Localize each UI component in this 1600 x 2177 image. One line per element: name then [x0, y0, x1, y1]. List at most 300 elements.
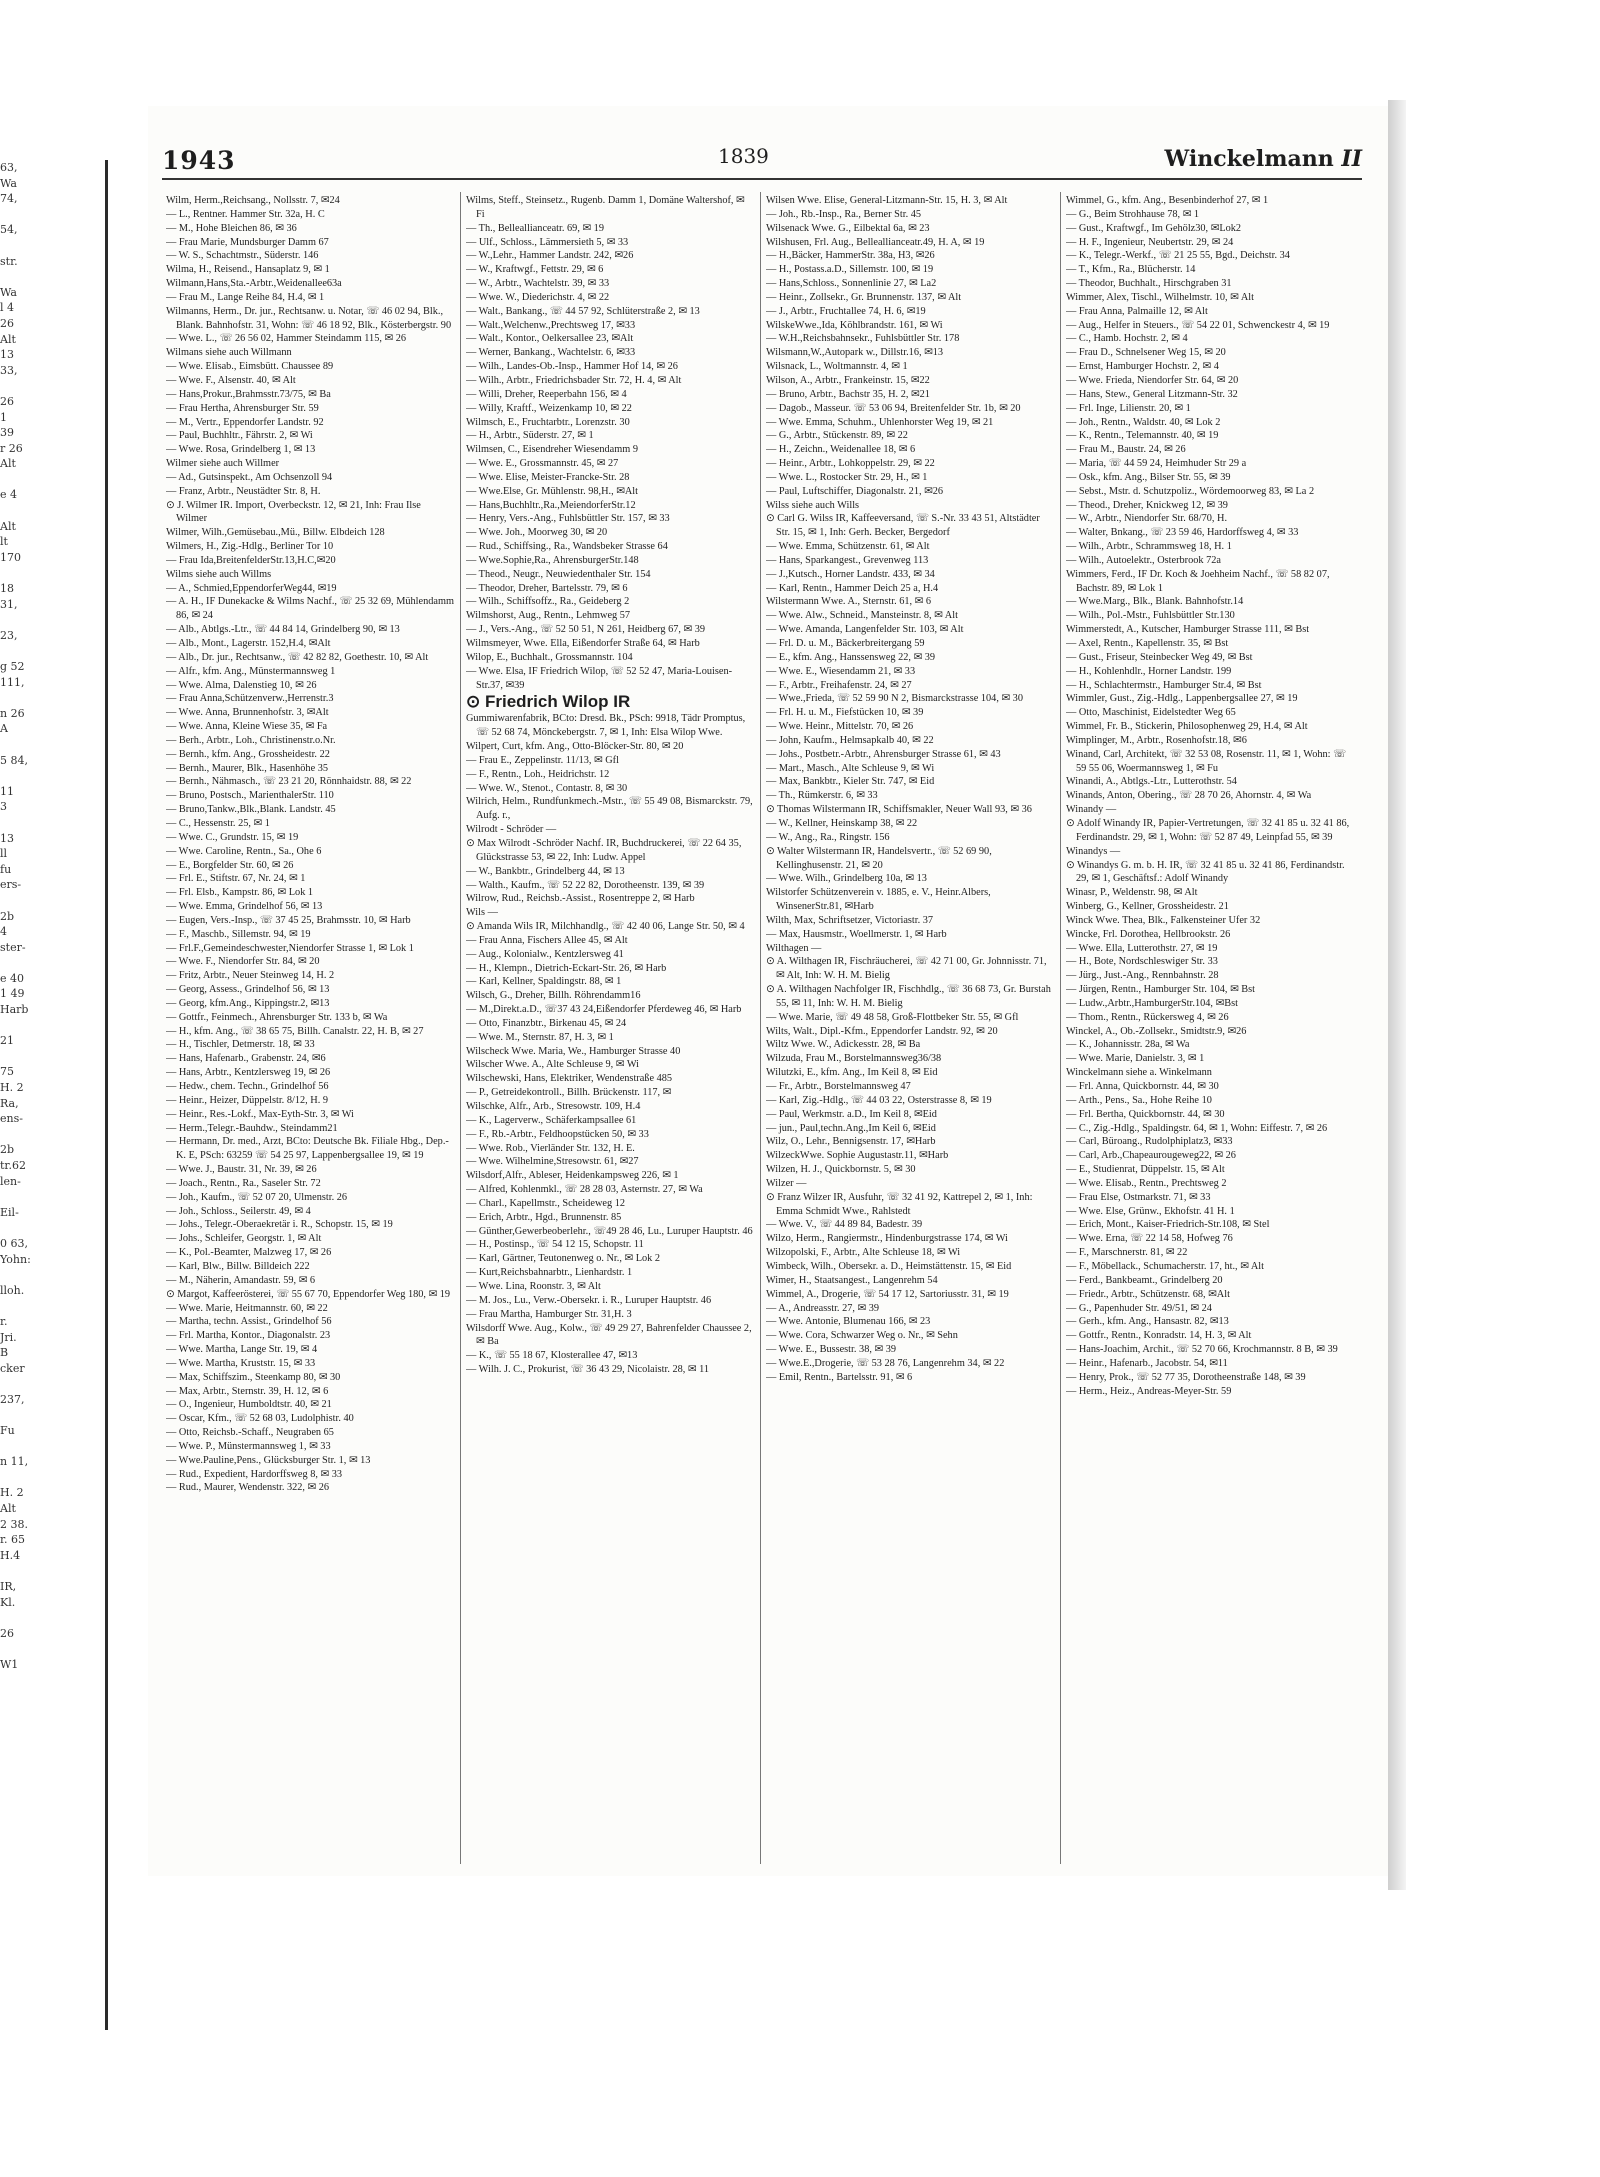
directory-entry: Wilmanns, Herm., Dr. jur., Rechtsanw. u. Notar, ☏ 46 02 94, Blk., Blank. Bahnhofstr. 31, Wohn: ☏ 46 18 92, Blk., Kösterbergstr. 90 [166, 305, 452, 331]
directory-entry: — Paul, Werkmstr. a.D., Im Keil 8, ✉Eid [766, 1108, 937, 1120]
directory-entry: — W.,Lehr., Hammer Landstr. 242, ✉26 [466, 250, 634, 262]
directory-entry: — A., Andreasstr. 27, ✉ 39 [766, 1302, 880, 1314]
previous-page-line [0, 690, 108, 706]
directory-entry: — Hans,Prokur.,Brahmsstr.73/75, ✉ Ba [166, 388, 331, 400]
directory-entry: — Osk., kfm. Ang., Bilser Str. 55, ✉ 39 [1066, 471, 1231, 483]
directory-entry: — Wwe. Cora, Schwarzer Weg o. Nr., ✉ Sehn [766, 1330, 958, 1342]
directory-entry: — Wwe. L., Rostocker Str. 29, H., ✉ 1 [766, 471, 928, 483]
directory-entry: — Frl. E., Stiftstr. 67, Nr. 24, ✉ 1 [166, 873, 306, 885]
directory-entry: — Wwe. Ella, Lutterothstr. 27, ✉ 19 [1066, 942, 1218, 954]
directory-entry: Wilmshorst, Aug., Rentn., Lehmweg 57 [466, 610, 631, 622]
previous-page-line [0, 1641, 108, 1657]
directory-entry: Winand, Carl, Architekt, ☏ 32 53 08, Rosenstr. 11, ✉ 1, Wohn: ☏ 59 55 06, Woermannsweg 1, ✉ Fu [1066, 748, 1346, 774]
previous-page-line: 2 38. [0, 1517, 28, 1531]
previous-page-line: Jri. [0, 1330, 17, 1344]
directory-entry: — Wilh., Arbtr., Schrammsweg 18, H. 1 [1066, 541, 1232, 553]
directory-entry: ⊙ A. Wilthagen Nachfolger IR, Fischhdlg., ☏ 36 68 73, Gr. Burstah 55, ✉ 11, Inh: W. H. M. Bielig [766, 984, 1051, 1009]
directory-entry: Wilutzki, E., kfm. Ang., Im Keil 8, ✉ Eid [766, 1067, 938, 1079]
directory-entry: — Joh., Rb.-Insp., Ra., Berner Str. 45 [766, 208, 922, 220]
directory-entry: — G., Papenhuder Str. 49/51, ✉ 24 [1066, 1302, 1212, 1314]
directory-entry: — Wwe. Alma, Dalenstieg 10, ✉ 26 [166, 679, 317, 691]
directory-entry: — W., Arbtr., Niendorfer Str. 68/70, H. [1066, 513, 1228, 525]
directory-entry: — Wwe. M., Sternstr. 87, H. 3, ✉ 1 [466, 1031, 614, 1043]
directory-entry: — Erich, Arbtr., Hgd., Brunnenstr. 85 [466, 1211, 622, 1223]
previous-page-line: Kl. [0, 1595, 16, 1609]
directory-entry: — Hans-Joachim, Archit., ☏ 52 70 66, Krochmannstr. 8 B, ✉ 39 [1066, 1344, 1338, 1356]
directory-entry: Wilsenack Wwe. G., Eilbektal 6a, ✉ 23 [766, 222, 930, 234]
directory-entry: — Wwe. Marie, Danielstr. 3, ✉ 1 [1066, 1053, 1205, 1065]
directory-entry: ⊙ Thomas Wilstermann IR, Schiffsmakler, Neuer Wall 93, ✉ 36 [766, 804, 1032, 816]
directory-entry: — Gottfr., Rentn., Konradstr. 14, H. 3, ✉ Alt [1066, 1330, 1252, 1342]
directory-entry: Wilmer, Wilh.,Gemüsebau.,Mü., Billw. Elbdeich 128 [166, 527, 385, 539]
directory-entry: — K., Pol.-Beamter, Malzweg 17, ✉ 26 [166, 1247, 332, 1259]
column-1 [166, 194, 454, 1864]
directory-entry: — F., Arbtr., Freihafenstr. 24, ✉ 27 [766, 679, 912, 691]
directory-entry: — Wwe. F., Alsenstr. 40, ✉ Alt [166, 374, 296, 386]
directory-entry: — W., Arbtr., Wachtelstr. 39, ✉ 33 [466, 278, 610, 290]
directory-entry: — Wwe. Antonie, Blumenau 166, ✉ 23 [766, 1316, 931, 1328]
directory-entry: Winands, Anton, Obering., ☏ 28 70 26, Ahornstr. 4, ✉ Wa [1066, 790, 1312, 802]
previous-page-line [0, 269, 108, 285]
directory-entry: Winckel, A., Ob.-Zollsekr., Smidtstr.9, ✉26 [1066, 1025, 1247, 1037]
directory-entry: — Fr., Arbtr., Borstelmannsweg 47 [766, 1081, 911, 1092]
previous-page-line: r. [0, 1314, 8, 1328]
directory-entry: Wilmsen, C., Eisendreher Wiesendamm 9 [466, 444, 638, 456]
directory-entry: — Wwe. Else, Grünw., Ekhofstr. 41 H. 1 [1066, 1205, 1235, 1217]
directory-entry: — H., Postinsp., ☏ 54 12 15, Schopstr. 11 [466, 1239, 644, 1251]
directory-entry: — Karl, Zig.-Hdlg., ☏ 44 03 22, Osterstrasse 8, ✉ 19 [766, 1094, 992, 1106]
directory-entry: — Jürg., Just.-Ang., Rennbahnstr. 28 [1066, 970, 1219, 982]
directory-entry: WilskeWwe.,Ida, Köhlbrandstr. 161, ✉ Wi [766, 319, 943, 331]
directory-entry: — Wwe. Elise, Meister-Francke-Str. 28 [466, 471, 630, 483]
page-header [162, 146, 1362, 182]
directory-entry: Winckelmann siehe a. Winkelmann [1066, 1067, 1212, 1079]
directory-entry: — W.H.,Reichsbahnsekr., Fuhlsbüttler Str. 178 [766, 333, 960, 345]
previous-page-line: lt [0, 535, 8, 549]
directory-entry: — Karl, Kellner, Spaldingstr. 88, ✉ 1 [466, 976, 622, 988]
directory-entry: Wilm, Herm.,Reichsang., Nollsstr. 7, ✉24 [166, 195, 340, 206]
directory-entry: — Wwe.Marg., Blk., Blank. Bahnhofstr.14 [1066, 596, 1244, 608]
directory-entry: — L., Rentner. Hammer Str. 32a, H. C [166, 208, 325, 220]
directory-entry: Wilth, Max, Schriftsetzer, Victoriastr. 37 [766, 914, 934, 926]
directory-entry: — Hans, Stew., General Litzmann-Str. 32 [1066, 388, 1238, 400]
directory-entry: — Bruno, Postsch., MarienthalerStr. 110 [166, 790, 334, 802]
directory-entry: — Thom., Rentn., Rückersweg 4, ✉ 26 [1066, 1011, 1229, 1023]
directory-entry: Gummiwarenfabrik, BCto: Dresd. Bk., PSch: 9918, Tädr Promptus, ☏ 52 68 74, Mönckebergstr. 7, ✉ 1, Inh: Elsa Wilop Wwe. [466, 713, 746, 739]
directory-entry: Winandi, A., Abtlgs.-Ltr., Lutterothstr. 54 [1066, 776, 1237, 788]
directory-entry: — M. Jos., Lu., Verw.-Obersekr. i. R., Luruper Hauptstr. 46 [466, 1294, 712, 1306]
directory-entry: — M., Näherin, Amandastr. 59, ✉ 6 [166, 1274, 316, 1286]
previous-page-line: l 4 [0, 301, 15, 315]
directory-entry: — M., Vertr., Eppendorfer Landstr. 92 [166, 416, 324, 428]
directory-entry: Wilshusen, Frl. Aug., Belleallianceatr.49, H. A, ✉ 19 [766, 236, 985, 248]
directory-entry: — H., Postass.a.D., Sillemstr. 100, ✉ 19 [766, 264, 934, 276]
directory-entry: — Joh., Kaufm., ☏ 52 07 20, Ulmenstr. 26 [166, 1191, 348, 1203]
directory-entry: — Frau Hertha, Ahrensburger Str. 59 [166, 402, 319, 414]
column-divider [1060, 192, 1061, 1864]
directory-entry: Wilrodt - Schröder — [466, 824, 557, 836]
previous-page-line [0, 1220, 108, 1236]
directory-entry: — Frl. Elsb., Kampstr. 86, ✉ Lok 1 [166, 887, 314, 899]
directory-entry: — Wilh. J. C., Prokurist, ☏ 36 43 29, Nicolaistr. 28, ✉ 11 [466, 1364, 710, 1376]
previous-page-line: tr.62 [0, 1159, 26, 1172]
directory-entry: — Otto, Finanzbtr., Birkenau 45, ✉ 24 [466, 1017, 627, 1029]
previous-page-line: ll [0, 847, 8, 861]
previous-page-line [0, 378, 108, 394]
directory-entry: — Johs., Postbetr.-Arbtr., Ahrensburger Strasse 61, ✉ 43 [766, 748, 1001, 760]
directory-entry: — Herm., Heiz., Andreas-Meyer-Str. 59 [1066, 1385, 1232, 1397]
directory-entry: — Frl. D. u. M., Bäckerbreitergang 59 [766, 638, 925, 649]
directory-entry: — Paul, Buchhltr., Fährstr. 2, ✉ Wi [166, 430, 313, 442]
previous-page-line: 1 49 [0, 987, 25, 1001]
directory-entry: ⊙ Walter Wilstermann IR, Handelsvertr., ☏ 52 69 90, Kellinghusenstr. 21, ✉ 20 [766, 845, 992, 871]
directory-entry: — Alb., Dr. jur., Rechtsanw., ☏ 42 82 82, Goethestr. 10, ✉ Alt [166, 651, 429, 663]
directory-entry: — Friedr., Arbtr., Schützenstr. 68, ✉Alt [1066, 1288, 1230, 1300]
directory-entry: — Alb., Mont., Lagerstr. 152,H.4, ✉Alt [166, 638, 331, 649]
directory-entry: — F., Rb.-Arbtr., Feldhoopstücken 50, ✉ 33 [466, 1128, 649, 1140]
directory-entry: — K., ☏ 55 18 67, Klosterallee 47, ✉13 [466, 1350, 638, 1362]
previous-page-line [0, 1127, 108, 1143]
directory-entry: — Wwe. Marie, Heitmannstr. 60, ✉ 22 [166, 1302, 328, 1314]
directory-entry: — Wwe.Sophie,Ra., AhrensburgerStr.148 [466, 554, 639, 566]
directory-entry: — E., Studienrat, Düppelstr. 15, ✉ Alt [1066, 1164, 1225, 1176]
directory-entry: — Max, Bankbtr., Kieler Str. 747, ✉ Eid [766, 776, 935, 788]
directory-entry: — Wwe. Marie, ☏ 49 48 58, Groß-Flottbeker Str. 55, ✉ Gfl [766, 1011, 1019, 1023]
directory-entry: — Wwe. Elisab., Rentn., Prechtsweg 2 [1066, 1177, 1227, 1189]
previous-page-line: r 26 [0, 441, 23, 455]
previous-page-line [0, 1470, 108, 1486]
directory-entry: — Walter, Bnkang., ☏ 23 59 46, Hardorffsweg 4, ✉ 33 [1066, 527, 1299, 539]
previous-page-line: 23, [0, 628, 18, 642]
directory-entry: Wilsdorff Wwe. Aug., Kolw., ☏ 49 29 27, Bahrenfelder Chaussee 2, ✉ Ba [466, 1322, 752, 1348]
directory-entry: ⊙ J. Wilmer IR. Import, Overbeckstr. 12, ✉ 21, Inh: Frau Ilse Wilmer [166, 499, 421, 525]
directory-entry: — Ulf., Schloss., Lämmersieth 5, ✉ 33 [466, 236, 629, 248]
directory-entry: Wilsmann,W.,Autopark w., Dillstr.16, ✉13 [766, 347, 944, 359]
page-gutter-edge [105, 160, 108, 2030]
directory-entry: — Rud., Maurer, Wendenstr. 322, ✉ 26 [166, 1482, 330, 1494]
directory-entry: — F., Maschb., Sillemstr. 94, ✉ 19 [166, 928, 311, 940]
directory-entry: — Sebst., Mstr. d. Schutzpoliz., Wördemoorweg 83, ✉ La 2 [1066, 485, 1315, 497]
directory-entry: — Maria, ☏ 44 59 24, Heimhuder Str 29 a [1066, 458, 1247, 470]
directory-entry: — Wwe. W., Diederichstr. 4, ✉ 22 [466, 291, 610, 303]
directory-entry: — A. H., IF Dunekacke & Wilms Nachf., ☏ 25 32 69, Mühlendamm 86, ✉ 24 [166, 596, 454, 622]
previous-page-line [0, 207, 108, 223]
previous-page-line [0, 768, 108, 784]
directory-entry: — Wwe. E., Grossmannstr. 45, ✉ 27 [466, 458, 619, 470]
previous-page-line [0, 955, 108, 971]
directory-entry: — Wwe. Elisab., Eimsbütt. Chaussee 89 [166, 361, 334, 373]
directory-entry: Wimbeck, Wilh., Obersekr. a. D., Heimstättenstr. 15, ✉ Eid [766, 1260, 1012, 1272]
directory-entry: Wincke, Frl. Dorothea, Hellbrookstr. 26 [1066, 928, 1231, 940]
directory-entry: — Frl. Anna, Quickbornstr. 44, ✉ 30 [1066, 1081, 1219, 1092]
directory-entry: — Theod., Neugr., Neuwiedenthaler Str. 154 [466, 568, 651, 580]
previous-page-line: ers- [0, 878, 22, 892]
directory-entry: — Mart., Masch., Alte Schleuse 9, ✉ Wi [766, 762, 935, 774]
directory-entry: — Heinr., Res.-Lokf., Max-Eyth-Str. 3, ✉ Wi [166, 1108, 354, 1120]
header-running-name: Winckelmann [1164, 146, 1334, 172]
previous-page-line: ens- [0, 1112, 23, 1126]
previous-page-line: n 26 [0, 706, 25, 720]
directory-entry: — Wilh., Arbtr., Friedrichsbader Str. 72, H. 4, ✉ Alt [466, 374, 682, 386]
directory-entry: — Heinr., Zollsekr., Gr. Brunnenstr. 137, ✉ Alt [766, 291, 962, 303]
directory-entry: — Wwe. Wilh., Grindelberg 10a, ✉ 13 [766, 873, 927, 885]
directory-entry: — Frau Else, Ostmarkstr. 71, ✉ 33 [1066, 1191, 1211, 1203]
directory-entry: Wils — [466, 907, 498, 919]
directory-entry: ⊙ Winandys G. m. b. H. IR, ☏ 32 41 85 u. 32 41 86, Ferdinandstr. 29, ✉ 1, Geschäftsf.: Adolf Winandy [1066, 859, 1345, 885]
header-running-title [1165, 146, 1362, 172]
previous-page-line: 26 [0, 394, 14, 408]
directory-entry: — Herm.,Telegr.-Bauhdw., Steindamm21 [166, 1122, 338, 1134]
directory-entry: — Wwe. Emma, Grindelhof 56, ✉ 13 [166, 901, 323, 913]
directory-entry: — H.,Bäcker, HammerStr. 38a, H3, ✉26 [766, 250, 935, 262]
directory-entry: — F., Rentn., Loh., Heidrichstr. 12 [466, 768, 610, 780]
directory-entry: Wilms siehe auch Willms [166, 568, 272, 580]
directory-entry: — Bernh., kfm. Ang., Grossheidestr. 22 [166, 748, 330, 760]
directory-entry: — Carl, Arb.,Chapeaurougeweg22, ✉ 26 [1066, 1150, 1236, 1162]
directory-entry: — Bruno, Arbtr., Bachstr 35, H. 2, ✉21 [766, 388, 930, 400]
directory-entry: — Alb., Abtlgs.-Ltr., ☏ 44 84 14, Grindelberg 90, ✉ 13 [166, 624, 400, 636]
directory-entry: — Wwe. Elsa, IF Friedrich Wilop, ☏ 52 52 47, Maria-Louisen-Str.37, ✉39 [466, 665, 733, 691]
previous-page-line [0, 893, 108, 909]
directory-entry: — Wwe. Erna, ☏ 22 14 58, Hofweg 76 [1066, 1233, 1233, 1245]
directory-entry: — Frl. H. u. M., Fiefstücken 10, ✉ 39 [766, 707, 924, 719]
previous-page-line: Alt [0, 1502, 16, 1516]
directory-entry: — Wwe.,Frieda, ☏ 52 59 90 N 2, Bismarckstrasse 104, ✉ 30 [766, 693, 1023, 705]
directory-entry: — Walt.,Welchenw.,Prechtsweg 17, ✉33 [466, 319, 636, 331]
directory-entry: Wimmel, G., kfm. Ang., Besenbinderhof 27, ✉ 1 [1066, 195, 1269, 206]
directory-entry: — Hermann, Dr. med., Arzt, BCto: Deutsche Bk. Filiale Hbg., Dep.-K. E, PSch: 63259 ☏ 54 25 97, Lappenbergsallee 19, ✉ 19 [166, 1136, 449, 1162]
previous-page-line: 2b [0, 1143, 15, 1157]
previous-page-line: 5 84, [0, 753, 28, 767]
directory-entry: — Wwe. C., Grundstr. 15, ✉ 19 [166, 831, 299, 843]
previous-page-line: 3 [0, 800, 7, 814]
previous-page-line: 13 [0, 831, 14, 845]
directory-entry: — Georg, Assess., Grindelhof 56, ✉ 13 [166, 984, 330, 996]
previous-page-line [0, 1018, 108, 1034]
directory-entry: — Axel, Rentn., Kapellenstr. 35, ✉ Bst [1066, 638, 1229, 649]
previous-page-line: Wa [0, 176, 17, 190]
directory-entry: — Willy, Kraftf., Weizenkamp 10, ✉ 22 [466, 402, 632, 414]
directory-entry: Wilstermann Wwe. A., Sternstr. 61, ✉ 6 [766, 596, 932, 608]
previous-page-line: Fu [0, 1424, 15, 1438]
previous-page-line [0, 737, 108, 753]
directory-entry: — K., Lagerverw., Schäferkampsallee 61 [466, 1114, 637, 1126]
previous-page-line: A [0, 722, 8, 736]
directory-entry: — Erich, Mont., Kaiser-Friedrich-Str.108, ✉ Stel [1066, 1219, 1270, 1231]
previous-page-line: 1 [0, 410, 7, 424]
directory-entry: Wimer, H., Staatsangest., Langenrehm 54 [766, 1274, 938, 1286]
directory-entry: — Th., Rümkerstr. 6, ✉ 33 [766, 790, 878, 802]
previous-page-line: 26 [0, 1626, 14, 1640]
previous-page-line: e 40 [0, 971, 25, 985]
previous-page-line [0, 1439, 108, 1455]
directory-entry: Wimmler, Gust., Zig.-Hdlg., Lappenbergsallee 27, ✉ 19 [1066, 693, 1298, 705]
directory-entry: — Kurt,Reichsbahnarbtr., Lienhardstr. 1 [466, 1267, 633, 1279]
directory-entry: — Theod., Dreher, Knickweg 12, ✉ 39 [1066, 499, 1228, 511]
previous-page-line [0, 1189, 108, 1205]
directory-entry: — Heinr., Hafenarb., Jacobstr. 54, ✉11 [1066, 1357, 1228, 1369]
directory-entry: — Frau Anna, Fischers Allee 45, ✉ Alt [466, 934, 628, 946]
directory-entry: — Wwe. Caroline, Rentn., Sa., Ohe 6 [166, 845, 322, 857]
directory-entry: ⊙ Adolf Winandy IR, Papier-Vertretungen, ☏ 32 41 85 u. 32 41 86, Ferdinandstr. 29, ✉ 1, Wohn: ☏ 52 87 49, Leinpfad 55, ✉ 39 [1066, 817, 1350, 843]
directory-entry: — Frau Martha, Hamburger Str. 31,H. 3 [466, 1308, 632, 1320]
directory-entry: — Ludw.,Arbtr.,HamburgerStr.104, ✉Bst [1066, 997, 1238, 1009]
previous-page-line [0, 238, 108, 254]
previous-page-line: H. 2 [0, 1081, 24, 1095]
directory-entry: — Walt., Kontor., Oelkersallee 23, ✉Alt [466, 333, 634, 345]
directory-entry: Wilop, E., Buchhalt., Grossmannstr. 104 [466, 651, 633, 663]
directory-entry: — Heinr., Heizer, Düppelstr. 8/12, H. 9 [166, 1094, 329, 1106]
directory-entry: ⊙ Max Wilrodt -Schröder Nachf. IR, Buchdruckerei, ☏ 22 64 35, Glückstrasse 53, ✉ 22, Inh: Ludw. Appel [466, 837, 742, 863]
directory-entry: — Th., Belleallianceatr. 69, ✉ 19 [466, 222, 604, 234]
directory-entry: — Willi, Dreher, Reeperbahn 156, ✉ 4 [466, 388, 627, 400]
previous-page-line: 11 [0, 784, 14, 798]
directory-entry: Wilsen Wwe. Elise, General-Litzmann-Str. 15, H. 3, ✉ Alt [766, 195, 1008, 206]
directory-entry: — Hans, Hafenarb., Grabenstr. 24, ✉6 [166, 1053, 326, 1065]
directory-entry: — H., kfm. Ang., ☏ 38 65 75, Billh. Canalstr. 22, H. B, ✉ 27 [166, 1025, 424, 1037]
directory-entry: — Wwe. Heinr., Mittelstr. 70, ✉ 26 [766, 721, 914, 733]
directory-entry: — Wilh., Landes-Ob.-Insp., Hammer Hof 14, ✉ 26 [466, 361, 678, 373]
previous-page-fragment [0, 160, 108, 2030]
column-4 [1066, 194, 1354, 1864]
directory-entry: — K., Telegr.-Werkf., ☏ 21 25 55, Bgd., Deichstr. 34 [1066, 250, 1290, 262]
previous-page-line: 31, [0, 597, 18, 611]
directory-entry: — Ernst, Hamburger Hochstr. 2, ✉ 4 [1066, 361, 1219, 373]
directory-entry: — Emil, Rentn., Bartelsstr. 91, ✉ 6 [766, 1371, 913, 1383]
previous-page-line: 54, [0, 223, 18, 237]
directory-entry: Wilzen, H. J., Quickbornstr. 5, ✉ 30 [766, 1164, 916, 1176]
page-edge-shadow [1388, 100, 1406, 1890]
directory-entry: — Wwe. Joh., Moorweg 30, ✉ 20 [466, 527, 608, 539]
directory-entry: — Günther,Gewerbeoberlehr., ☏49 28 46, Lu., Luruper Hauptstr. 46 [466, 1225, 753, 1237]
previous-page-line [0, 1610, 108, 1626]
directory-entry: — H. F., Ingenieur, Neubertstr. 29, ✉ 24 [1066, 236, 1234, 248]
directory-entry: — Frau Anna, Palmaille 12, ✉ Alt [1066, 305, 1208, 317]
directory-entry: — Karl, Blw., Billw. Billdeich 222 [166, 1260, 310, 1272]
directory-entry: Wimmerstedt, A., Kutscher, Hamburger Strasse 111, ✉ Bst [1066, 624, 1310, 636]
directory-entry: — Otto, Maschinist, Eidelstedter Weg 65 [1066, 707, 1236, 719]
directory-entry: — C., Zig.-Hdlg., Spaldingstr. 64, ✉ 1, Wohn: Eiffestr. 7, ✉ 26 [1066, 1122, 1328, 1134]
directory-entry: — Frl. Martha, Kontor., Diagonalstr. 23 [166, 1330, 331, 1342]
directory-entry: — Wwe. F., Niendorfer Str. 84, ✉ 20 [166, 956, 320, 968]
directory-entry: — Frl. Inge, Lilienstr. 20, ✉ 1 [1066, 402, 1191, 414]
directory-entry: — Aug., Kolonialw., Kentzlersweg 41 [466, 948, 624, 960]
directory-entry: Wilpert, Curt, kfm. Ang., Otto-Blöcker-Str. 80, ✉ 20 [466, 741, 684, 753]
directory-entry: — C., Hamb. Hochstr. 2, ✉ 4 [1066, 333, 1188, 345]
header-running-range: II [1341, 146, 1362, 172]
previous-page-line [0, 612, 108, 628]
previous-page-line [0, 1298, 108, 1314]
directory-entry: — W., Bankbtr., Grindelberg 44, ✉ 13 [466, 865, 625, 877]
directory-entry: — Wwe. L., ☏ 26 56 02, Hammer Steindamm 115, ✉ 26 [166, 333, 406, 345]
previous-page-line: 74, [0, 192, 18, 206]
directory-entry: — Gust., Friseur, Steinbecker Weg 49, ✉ Bst [1066, 651, 1253, 663]
directory-entry: — Wilh., Pol.-Mstr., Fuhlsbüttler Str.130 [1066, 610, 1235, 622]
directory-entry: ⊙ Margot, Kaffeerösterei, ☏ 55 67 70, Eppendorfer Weg 180, ✉ 19 [166, 1288, 451, 1300]
previous-page-line [0, 472, 108, 488]
directory-entry: Wilzer — [766, 1177, 807, 1189]
previous-page-line: IR, [0, 1580, 17, 1594]
previous-page-line: H. 2 [0, 1486, 24, 1500]
directory-entry: — Wwe. Rosa, Grindelberg 1, ✉ 13 [166, 444, 316, 456]
directory-entry: — Arth., Pens., Sa., Hohe Reihe 10 [1066, 1094, 1212, 1106]
previous-page-line: 111, [0, 675, 25, 689]
directory-entry: — Frau M., Lange Reihe 84, H.4, ✉ 1 [166, 291, 325, 303]
directory-entry: ⊙ Amanda Wils IR, Milchhandlg., ☏ 42 40 06, Lange Str. 50, ✉ 4 [466, 921, 745, 933]
column-2 [466, 194, 754, 1864]
previous-page-line: Harb [0, 1003, 29, 1017]
previous-page-line: 13 [0, 348, 14, 362]
directory-entry: Wimmel, A., Drogerie, ☏ 54 17 12, Sartoriusstr. 31, ✉ 19 [766, 1288, 1009, 1300]
previous-page-line: e 4 [0, 488, 18, 502]
directory-entry: — M., Hohe Bleichen 86, ✉ 36 [166, 222, 297, 234]
directory-entry: — Wwe. Lina, Roonstr. 3, ✉ Alt [466, 1280, 601, 1292]
previous-page-line: r. 65 [0, 1533, 26, 1547]
directory-entry: Wilma, H., Reisend., Hansaplatz 9, ✉ 1 [166, 264, 330, 276]
directory-entry: Wimmer, Alex, Tischl., Wilhelmstr. 10, ✉ Alt [1066, 291, 1254, 303]
directory-entry: — Martha, techn. Assist., Grindelhof 56 [166, 1316, 332, 1328]
directory-entry: — Alfred, Kohlenmkl., ☏ 28 28 03, Asternstr. 27, ✉ Wa [466, 1184, 703, 1196]
previous-page-line: 2b [0, 909, 15, 923]
directory-entry: — Frau D., Schnelsener Weg 15, ✉ 20 [1066, 347, 1226, 359]
directory-entry: — Berh., Arbtr., Loh., Christinenstr.o.Nr. [166, 734, 336, 746]
directory-entry: — Hans, Sparkangest., Grevenweg 113 [766, 554, 929, 566]
directory-entry: Wilmans siehe auch Willmann [166, 347, 292, 359]
directory-entry: — Walth., Kaufm., ☏ 52 22 82, Dorotheenstr. 139, ✉ 39 [466, 879, 705, 891]
previous-page-line: 18 [0, 582, 14, 596]
directory-entry: Winandy — [1066, 804, 1117, 816]
directory-entry: — H., Bote, Nordschleswiger Str. 33 [1066, 956, 1218, 968]
directory-page [148, 106, 1388, 1876]
directory-entry: — Wwe. W., Stenot., Contastr. 8, ✉ 30 [466, 782, 628, 794]
previous-page-line [0, 815, 108, 831]
directory-entry: — Alfr., kfm. Ang., Münstermannsweg 1 [166, 665, 336, 677]
directory-entry: Wilzuda, Frau M., Borstelmannsweg36/38 [766, 1053, 942, 1065]
directory-entry: — P., Getreidekontroll., Billh. Brückenstr. 117, ✉ [466, 1087, 672, 1099]
previous-page-line: 63, [0, 161, 18, 174]
directory-entry: — H., Kohlenhdlr., Horner Landstr. 199 [1066, 665, 1232, 677]
directory-entry: — H., Tischler, Detmerstr. 18, ✉ 33 [166, 1039, 315, 1051]
previous-page-line: str. [0, 254, 18, 268]
directory-entry: — Oscar, Kfm., ☏ 52 68 03, Ludolphistr. 40 [166, 1413, 354, 1425]
previous-page-line: Ra, [0, 1096, 19, 1110]
directory-entry: — Bruno,Tankw.,Blk.,Blank. Landstr. 45 [166, 804, 336, 816]
directory-entry: — H., Schlachtermstr., Hamburger Str.4, ✉ Bst [1066, 679, 1262, 691]
directory-entry: Wilzo, Herm., Rangiermstr., Hindenburgstrasse 174, ✉ Wi [766, 1233, 1008, 1245]
directory-entry: — Frau Ida,BreitenfelderStr.13,H.C,✉20 [166, 554, 336, 566]
directory-entry: — Hans,Schloss., Sonnenlinie 27, ✉ La2 [766, 278, 937, 290]
directory-entry: Winck Wwe. Thea, Blk., Falkensteiner Ufer 32 [1066, 914, 1261, 926]
header-page-number: 1839 [718, 144, 769, 168]
directory-entry: Wilsdorf,Alfr., Ableser, Heidenkampsweg 226, ✉ 1 [466, 1170, 679, 1182]
directory-entry: Wimplinger, M., Arbtr., Rosenhofstr.18, ✉6 [1066, 734, 1247, 746]
directory-entry: — Walt., Bankang., ☏ 44 57 92, Schlüterstraße 2, ✉ 13 [466, 305, 700, 317]
previous-page-line: fu [0, 862, 12, 876]
directory-entry: — Wwe. Anna, Kleine Wiese 35, ✉ Fa [166, 721, 328, 733]
previous-page-line: ster- [0, 940, 26, 954]
previous-page-line: len- [0, 1174, 21, 1188]
directory-entry: — Karl, Rentn., Hammer Deich 25 a, H.4 [766, 582, 939, 594]
directory-entry: — E., Borgfelder Str. 60, ✉ 26 [166, 859, 294, 871]
directory-entry: — Wilh., Schiffsoffz., Ra., Geideberg 2 [466, 596, 630, 608]
directory-entry: — Frau Marie, Mundsburger Damm 67 [166, 236, 329, 248]
directory-entry: — W., Kraftwgf., Fettstr. 29, ✉ 6 [466, 264, 604, 276]
directory-entry: — Eugen, Vers.-Insp., ☏ 37 45 25, Brahmsstr. 10, ✉ Harb [166, 914, 411, 926]
directory-entry: — Gust., Kraftwgf., Im Gehölz30, ✉Lok2 [1066, 222, 1242, 234]
previous-page-line: 39 [0, 426, 14, 440]
directory-entry: — W., Ang., Ra., Ringstr. 156 [766, 831, 890, 843]
directory-entry: — A., Schmied,EppendorferWeg44, ✉19 [166, 582, 337, 594]
